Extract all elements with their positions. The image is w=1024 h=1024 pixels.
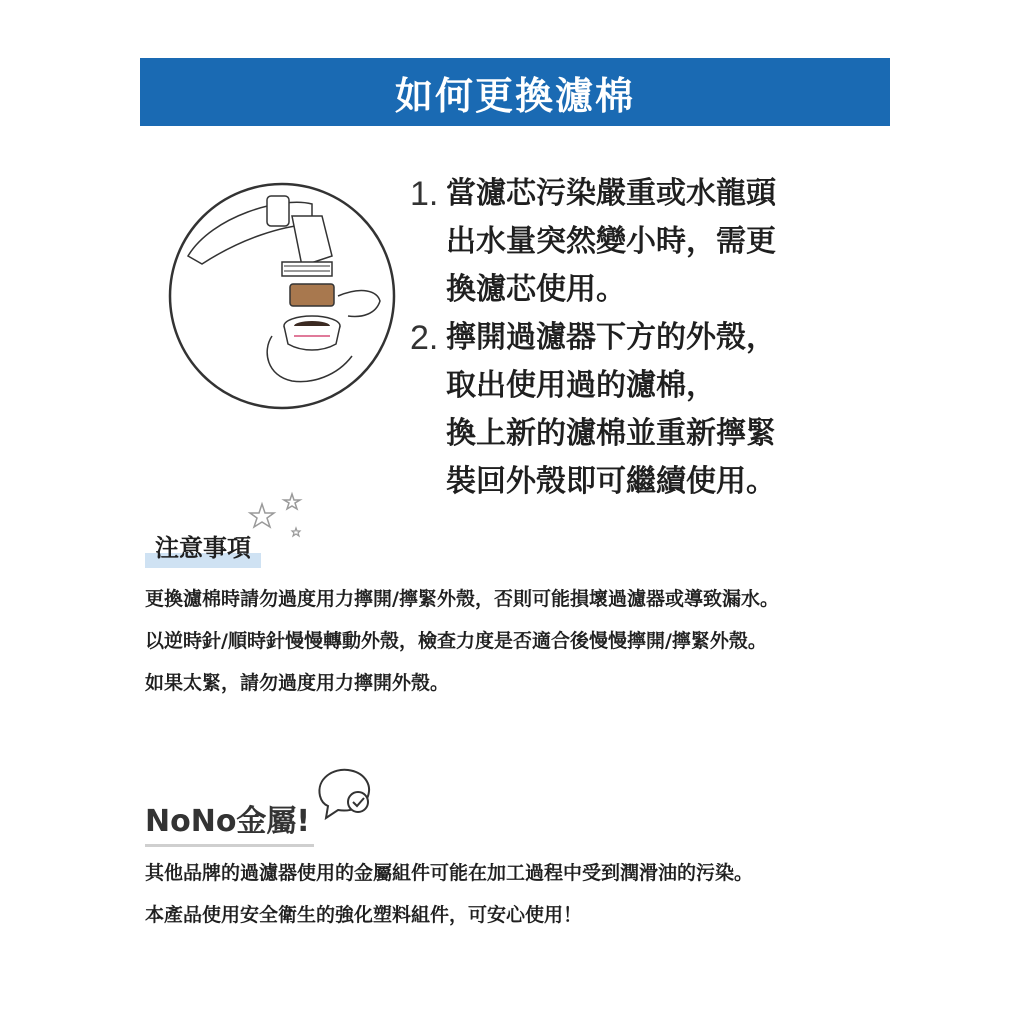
step-item (410, 314, 870, 506)
faucet-filter-illustration (162, 176, 402, 416)
chat-check-icon (312, 764, 378, 824)
step-text-line: 裝回外殼即可繼續使用。 (446, 464, 776, 499)
notice-text (145, 578, 945, 704)
nono-line: 本產品使用安全衛生的強化塑料組件，可安心使用！ (145, 904, 583, 926)
page-title-banner (140, 58, 890, 126)
step-text-line: 換濾芯使用。 (446, 272, 626, 307)
notice-line: 更換濾棉時請勿過度用力擰開/擰緊外殼，否則可能損壞過濾器或導致漏水。 (145, 588, 779, 610)
notice-title: 注意事項 (145, 528, 261, 568)
notice-line: 以逆時針/順時針慢慢轉動外殼，檢查力度是否適合後慢慢擰開/擰緊外殼。 (145, 630, 767, 652)
step-text-line: 換上新的濾棉並重新擰緊 (446, 416, 776, 451)
step-number: 1. (410, 175, 439, 213)
step-text-line: 取出使用過的濾棉， (446, 368, 716, 403)
step-text-line: 出水量突然變小時，需更 (446, 224, 776, 259)
step-text-line: 擰開過濾器下方的外殼， (446, 320, 776, 355)
nono-text (145, 852, 945, 936)
step-text-line: 當濾芯污染嚴重或水龍頭 (446, 176, 776, 211)
notice-line: 如果太緊，請勿過度用力擰開外殼。 (145, 672, 450, 694)
step-number: 2. (410, 319, 439, 357)
steps-list (410, 170, 870, 506)
step-item (410, 170, 870, 314)
nono-metal-title: NoNo金屬! (145, 800, 314, 847)
page-title: 如何更換濾棉 (394, 73, 635, 118)
nono-line: 其他品牌的過濾器使用的金屬組件可能在加工過程中受到潤滑油的污染。 (145, 862, 754, 884)
